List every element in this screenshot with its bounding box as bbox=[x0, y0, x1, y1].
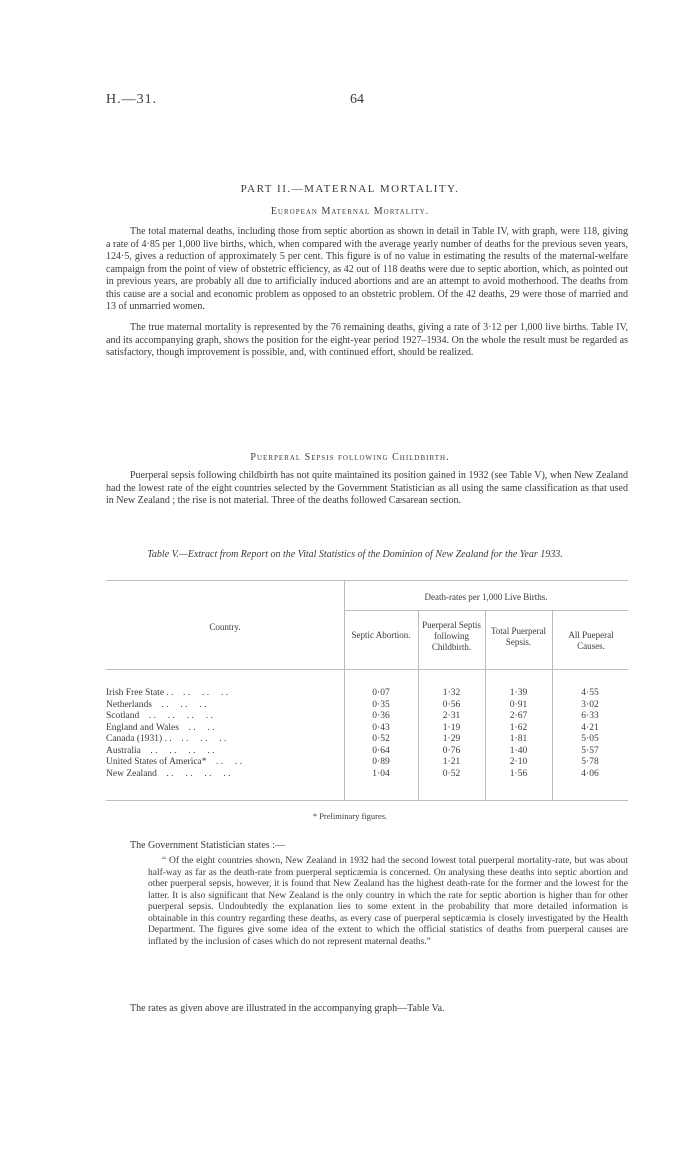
table-row bbox=[106, 700, 344, 712]
leader-dots: . . . . . . bbox=[161, 699, 207, 710]
closing-line: The rates as given above are illustrated in the accompanying graph—Table Va. bbox=[130, 1003, 445, 1014]
table-cell: 0·43 bbox=[372, 722, 390, 733]
table-row bbox=[106, 746, 344, 758]
table-cell: 0·56 bbox=[442, 699, 461, 710]
table-cell: 0·89 bbox=[372, 757, 390, 767]
paragraph-text: The true maternal mortality is represented by the 76 remaining deaths, giving a rate of 3·12 per 1,000 live births. Table IV, and its accompanying graph, shows the position for the eight-year period 1927–1934. On the whole the result must be regarded as satisfactory, though improvement is possible, and, with continued effort, should be realized. bbox=[106, 322, 628, 358]
country-name: Scotland bbox=[106, 711, 140, 721]
table-cell: 5·78 bbox=[581, 757, 599, 767]
country-name: New Zealand bbox=[106, 768, 157, 779]
country-header: Country. bbox=[209, 622, 241, 632]
quote-text: “ Of the eight countries shown, New Zealand in 1932 had the second lowest total puerperal mortality-rate, but was about half-way as far as the death-rate from puerperal septicæmia is concerned. On analysing these deaths into septic abortion and other puerperal sepsis, however, it is found that New Zealand has the highest death-rate for the former and the lowest for the latter. It is also significant that New Zealand is the only country in which the rate for septic abortion is higher than for other puerperal sepsis. Undoubtedly the explanation lies to some extent in the probability that more detailed information is obtainable in this country regarding these deaths, as every case of puerperal septicæmia is closely investigated by the Health Department. The figures give some idea of the extent to which the official statistics of deaths from puerperal causes are inflated by the inclusion of cases which do not represent maternal deaths.” bbox=[148, 856, 628, 947]
section-heading-puerperal-sepsis: Puerperal Sepsis following Childbirth. bbox=[250, 452, 450, 463]
table-top-rule bbox=[106, 580, 628, 581]
quote-intro: The Government Statistician states :— bbox=[130, 840, 285, 851]
table-cell: 4·21 bbox=[581, 722, 599, 733]
table-cell: 0·36 bbox=[372, 711, 390, 721]
table-cell: 6·33 bbox=[581, 711, 599, 721]
group-header: Death-rates per 1,000 Live Births. bbox=[424, 592, 548, 602]
table-cell: 1·39 bbox=[509, 688, 528, 698]
table-cell: 1·19 bbox=[442, 722, 461, 733]
table-cell: 1·40 bbox=[509, 745, 528, 756]
leader-dots: . . . . bbox=[188, 722, 215, 733]
column-header-all-causes: All Pueperal Causes. bbox=[568, 630, 614, 651]
leader-dots: . . . . . . . . bbox=[166, 768, 231, 779]
country-name: Irish Free State . . bbox=[106, 688, 174, 698]
paragraph-maternal-deaths bbox=[106, 226, 628, 314]
header-bottom-rule bbox=[106, 669, 628, 670]
table-cell: 5·57 bbox=[581, 745, 599, 756]
death-rates-table bbox=[106, 578, 628, 806]
leader-dots: . . . . . . . . bbox=[148, 711, 213, 721]
table-cell: 3·02 bbox=[581, 699, 599, 710]
table-row bbox=[106, 734, 344, 746]
country-name: Netherlands bbox=[106, 699, 152, 710]
table-row bbox=[106, 711, 344, 723]
table-caption: Table V.—Extract from Report on the Vital Statistics of the Dominion of New Zealand for the Year 1933. bbox=[147, 549, 563, 560]
paragraph-text: The total maternal deaths, including those from septic abortion as shown in detail in Table IV, with graph, were 118, giving a rate of 4·85 per 1,000 live births, which, when compared with the average yearly number of deaths for the previous seven years, 124·5, gives a reduction of approximately 5 per cent. This figure is of no value in estimating the results of the maternal-welfare campaign from the point of view of obstetric efficiency, as 42 out of 118 deaths were due to septic abortion, which, as pointed out in previous years, are probably all due to artificially induced abortions and are an attempt to avoid motherhood. The deaths from this cause are a social and economic problem as opposed to an obstetric problem. Of the 42 deaths, 29 were those of married and 13 of unmarried women. bbox=[106, 226, 628, 312]
country-name: United States of America* bbox=[106, 757, 207, 767]
leader-dots: . . . . bbox=[216, 757, 243, 767]
table-cell: 4·06 bbox=[581, 768, 599, 779]
paragraph-true-mortality bbox=[106, 322, 628, 360]
table-cell: 2·67 bbox=[509, 711, 528, 721]
table-cell: 1·32 bbox=[442, 688, 461, 698]
table-cell: 1·56 bbox=[509, 768, 528, 779]
part-title: PART II.—MATERNAL MORTALITY. bbox=[240, 183, 460, 195]
country-name: Canada (1931) . . bbox=[106, 734, 172, 744]
table-row bbox=[106, 688, 344, 700]
block-quote bbox=[148, 856, 628, 948]
table-cell: 2·31 bbox=[442, 711, 461, 721]
leader-dots: . . . . . . bbox=[181, 734, 227, 744]
paragraph-text: Puerperal sepsis following childbirth has not quite maintained its position gained in 1932 (see Table V), when New Zealand had the lowest rate of the eight countries selected by the Government Statistician as all using the same classification as that used in New Zealand ; the rise is not material. Three of the deaths followed Cæsarean section. bbox=[106, 470, 628, 506]
table-cell: 0·52 bbox=[442, 768, 461, 779]
table-cell: 4·55 bbox=[581, 688, 599, 698]
table-cell: 1·04 bbox=[372, 768, 390, 779]
document-reference: H.—31. bbox=[106, 92, 158, 107]
table-row bbox=[106, 723, 344, 735]
table-bottom-rule bbox=[106, 800, 628, 801]
country-name: England and Wales bbox=[106, 722, 179, 733]
table-cell: 0·07 bbox=[372, 688, 390, 698]
table-row bbox=[106, 769, 344, 781]
table-footnote: * Preliminary figures. bbox=[312, 811, 388, 821]
leader-dots: . . . . . . . . bbox=[150, 745, 215, 756]
table-cell: 1·81 bbox=[509, 734, 528, 744]
table-cell: 0·64 bbox=[372, 745, 390, 756]
column-header-total-sepsis: Total Puerperal Sepsis. bbox=[490, 626, 547, 647]
group-header-rule bbox=[344, 610, 628, 611]
table-cell: 5·05 bbox=[581, 734, 599, 744]
table-cell: 2·10 bbox=[509, 757, 528, 767]
paragraph-puerperal-sepsis bbox=[106, 470, 628, 508]
section-heading-maternal-mortality: European Maternal Mortality. bbox=[270, 206, 430, 217]
column-header-puerperal-septis: Puerperal Septis following Childbirth. bbox=[422, 620, 481, 652]
table-cell: 1·29 bbox=[442, 734, 461, 744]
table-cell: 0·91 bbox=[509, 699, 528, 710]
table-cell: 1·62 bbox=[509, 722, 528, 733]
page-number: 64 bbox=[350, 92, 364, 107]
table-row bbox=[106, 757, 344, 769]
table-cell: 0·52 bbox=[372, 734, 390, 744]
column-header-septic-abortion: Septic Abortion. bbox=[351, 630, 411, 640]
country-name: Australia bbox=[106, 745, 141, 756]
table-cell: 0·35 bbox=[372, 699, 390, 710]
table-cell: 1·21 bbox=[442, 757, 461, 767]
table-cell: 0·76 bbox=[442, 745, 461, 756]
leader-dots: . . . . . . bbox=[183, 688, 229, 698]
